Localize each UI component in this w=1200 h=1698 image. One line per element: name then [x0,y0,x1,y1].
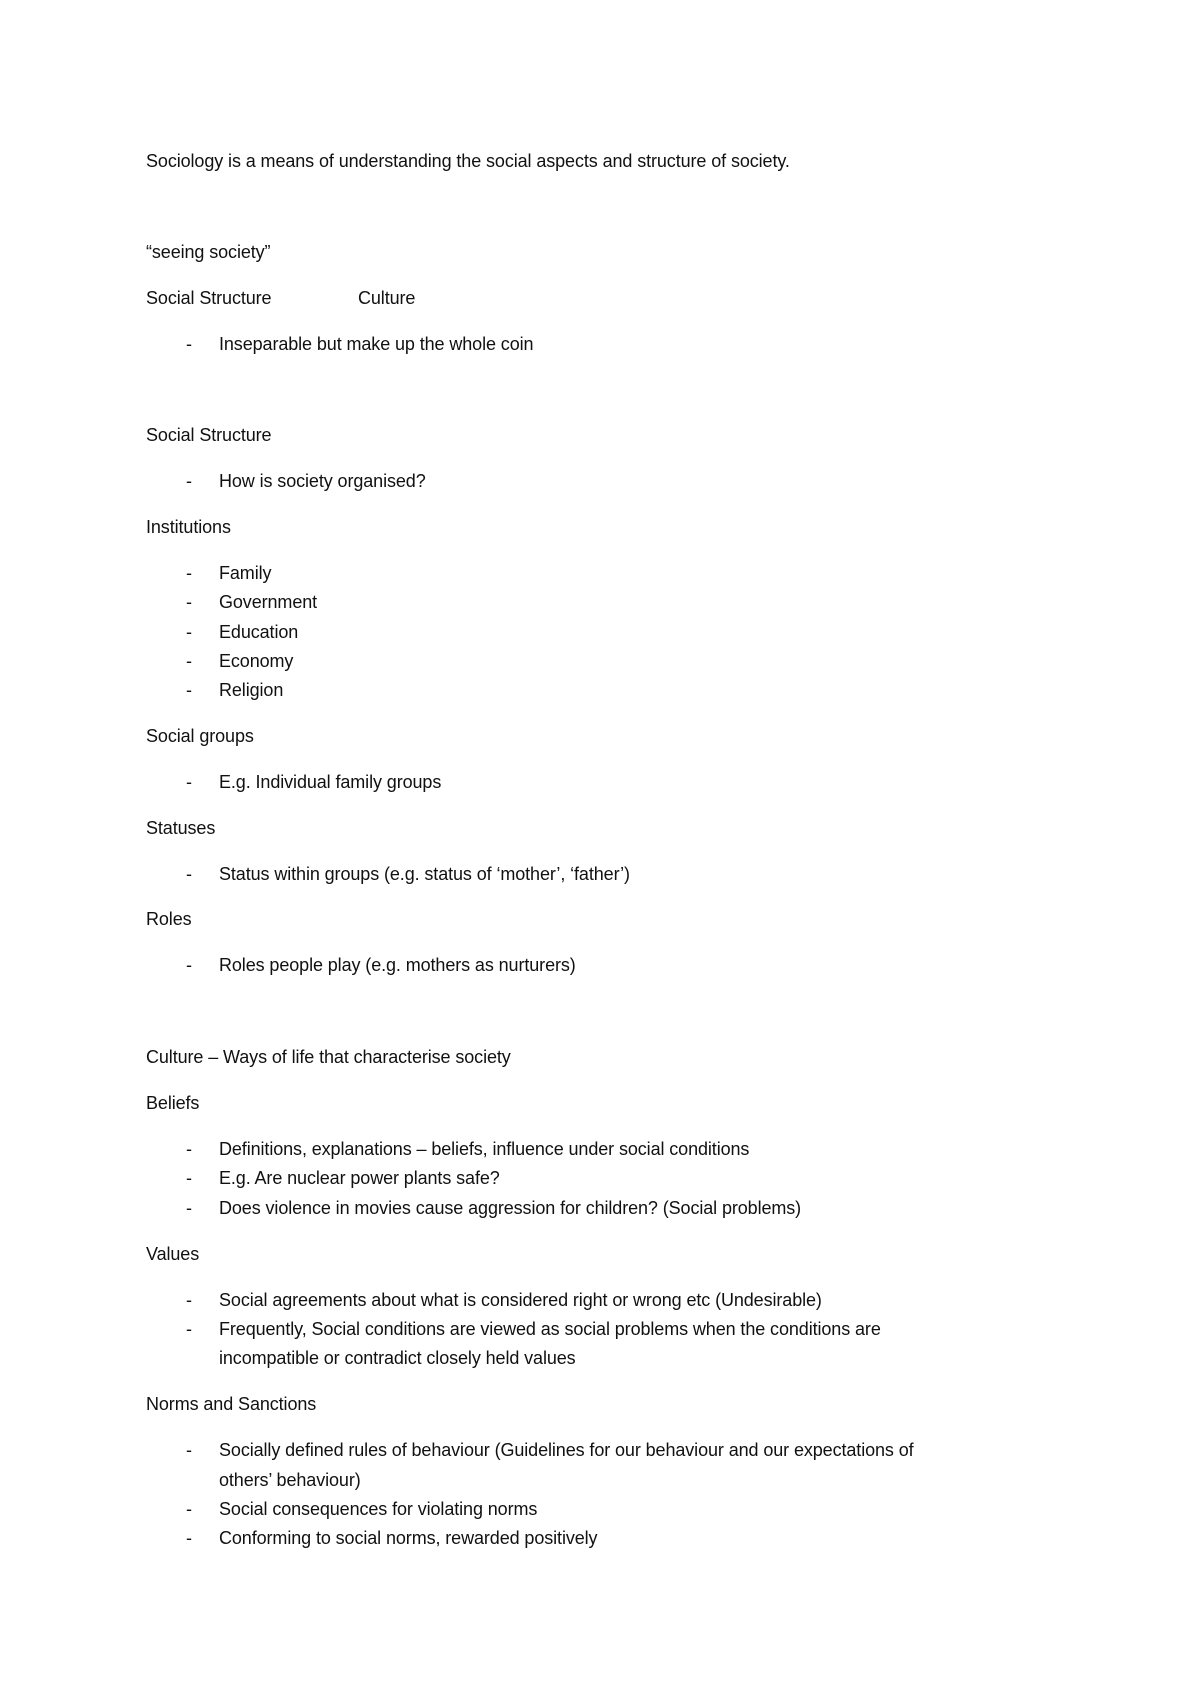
list-item: Government [219,592,318,612]
bullet-dash: - [186,1499,192,1519]
section-heading-social-groups: Social groups [146,726,254,746]
list-item: Frequently, Social conditions are viewed as social problems when the conditions are [219,1319,881,1339]
bullet-dash: - [186,864,192,884]
intro-paragraph: Sociology is a means of understanding the social aspects and structure of society. [146,151,790,171]
section-heading-culture: Culture – Ways of life that characterise society [146,1047,511,1067]
bullet-dash: - [186,1198,192,1218]
list-item-continuation: incompatible or contradict closely held values [219,1348,576,1368]
list-item: Socially defined rules of behaviour (Guidelines for our behaviour and our expectations of [219,1440,914,1460]
bullet-dash: - [186,1528,192,1548]
quote-text: “seeing society” [146,242,271,262]
list-item: Family [219,563,272,583]
bullet-dash: - [186,955,192,975]
list-item: Does violence in movies cause aggression for children? (Social problems) [219,1198,802,1218]
section-heading-roles: Roles [146,909,192,929]
bullet-dash: - [186,1168,192,1188]
bullet-dash: - [186,772,192,792]
bullet-dash: - [186,1139,192,1159]
section-heading-social-structure: Social Structure [146,425,272,445]
list-item: Status within groups (e.g. status of ‘mother’, ‘father’) [219,864,630,884]
list-item: Education [219,622,299,642]
section-heading-institutions: Institutions [146,517,231,537]
list-item: Social consequences for violating norms [219,1499,538,1519]
list-item: E.g. Are nuclear power plants safe? [219,1168,500,1188]
list-item: Roles people play (e.g. mothers as nurturers) [219,955,576,975]
list-item: Economy [219,651,294,671]
bullet-dash: - [186,651,192,671]
pair-right-heading: Culture [358,288,416,308]
bullet-dash: - [186,1319,192,1339]
bullet-dash: - [186,592,192,612]
bullet-dash: - [186,622,192,642]
list-item: Inseparable but make up the whole coin [219,334,534,354]
list-item: How is society organised? [219,471,426,491]
list-item: Religion [219,680,284,700]
bullet-dash: - [186,680,192,700]
list-item-continuation: others’ behaviour) [219,1470,361,1490]
section-heading-norms-and-sanctions: Norms and Sanctions [146,1394,317,1414]
section-heading-statuses: Statuses [146,818,216,838]
list-item: E.g. Individual family groups [219,772,442,792]
bullet-dash: - [186,471,192,491]
bullet-dash: - [186,1440,192,1460]
section-heading-beliefs: Beliefs [146,1093,200,1113]
list-item: Definitions, explanations – beliefs, influence under social conditions [219,1139,750,1159]
list-item: Social agreements about what is considered right or wrong etc (Undesirable) [219,1290,822,1310]
bullet-dash: - [186,1290,192,1310]
pair-left-heading: Social Structure [146,288,272,308]
bullet-dash: - [186,334,192,354]
bullet-dash: - [186,563,192,583]
list-item: Conforming to social norms, rewarded positively [219,1528,598,1548]
section-heading-values: Values [146,1244,200,1264]
